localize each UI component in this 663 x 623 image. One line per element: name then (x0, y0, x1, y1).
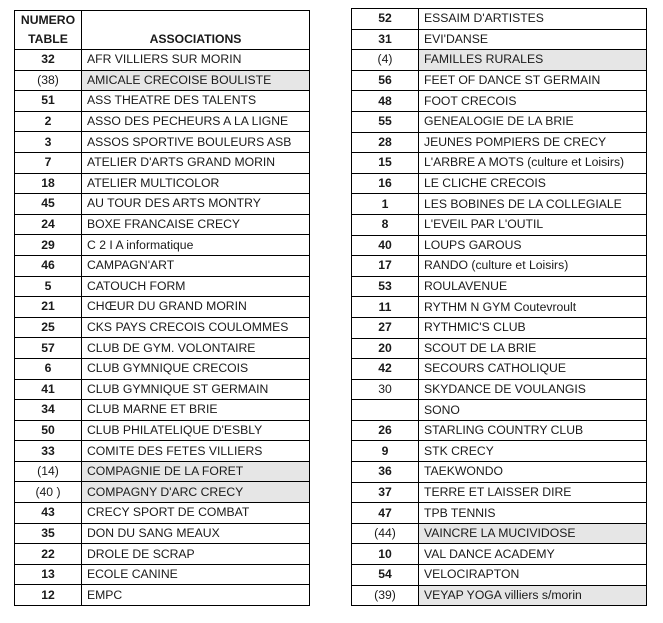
table-number-cell: (40 ) (15, 482, 82, 503)
association-name-cell: CLUB MARNE ET BRIE (82, 400, 310, 421)
association-name-cell: AMICALE CRECOISE BOULISTE (82, 70, 310, 91)
table-row (15, 255, 310, 276)
association-name-cell: SONO (419, 400, 647, 421)
association-name-cell: LOUPS GAROUS (419, 235, 647, 256)
association-name-cell: VEYAP YOGA villiers s/morin (419, 585, 647, 606)
table-row (15, 585, 310, 606)
table-number-cell: 55 (352, 111, 419, 132)
table-header-row (15, 11, 310, 50)
table-number-cell: 16 (352, 173, 419, 194)
table-number-cell: 54 (352, 565, 419, 586)
table-row (15, 91, 310, 112)
association-name-cell: VELOCIRAPTON (419, 565, 647, 586)
table-number-cell: 42 (352, 359, 419, 380)
table-row (352, 132, 647, 153)
table-number-cell: (38) (15, 70, 82, 91)
association-name-cell: C 2 I A informatique (82, 235, 310, 256)
table-number-cell: 29 (15, 235, 82, 256)
association-name-cell: DON DU SANG MEAUX (82, 523, 310, 544)
table-row (352, 153, 647, 174)
association-name-cell: CAMPAGN'ART (82, 255, 310, 276)
table-number-cell: 31 (352, 29, 419, 50)
association-name-cell: ECOLE CANINE (82, 564, 310, 585)
table-row (352, 400, 647, 421)
table-number-cell: 47 (352, 503, 419, 524)
table-row (352, 276, 647, 297)
table-number-cell: (44) (352, 523, 419, 544)
table-row (15, 214, 310, 235)
table-row (15, 317, 310, 338)
association-name-cell: ATELIER D'ARTS GRAND MORIN (82, 152, 310, 173)
table-number-cell: 10 (352, 544, 419, 565)
table-number-cell: 6 (15, 358, 82, 379)
association-name-cell: RYTHMIC'S CLUB (419, 317, 647, 338)
table-number-cell: 53 (352, 276, 419, 297)
table-row (15, 276, 310, 297)
table-number-cell: 5 (15, 276, 82, 297)
association-name-cell: LES BOBINES DE LA COLLEGIALE (419, 194, 647, 215)
association-name-cell: FOOT CRECOIS (419, 91, 647, 112)
table-row (352, 235, 647, 256)
association-name-cell: FAMILLES RURALES (419, 50, 647, 71)
associations-table-left (14, 10, 310, 606)
table-row (15, 461, 310, 482)
table-number-cell: 32 (15, 50, 82, 71)
table-row (352, 70, 647, 91)
table-row (352, 173, 647, 194)
association-name-cell: ASSO DES PECHEURS A LA LIGNE (82, 111, 310, 132)
table-number-cell: 50 (15, 420, 82, 441)
table-row (352, 523, 647, 544)
table-number-cell: 2 (15, 111, 82, 132)
table-row (15, 152, 310, 173)
association-name-cell: STK CRECY (419, 441, 647, 462)
table-number-cell: 34 (15, 400, 82, 421)
table-row (15, 132, 310, 153)
table-number-cell: 12 (15, 585, 82, 606)
table-number-cell: 57 (15, 338, 82, 359)
association-name-cell: TPB TENNIS (419, 503, 647, 524)
table-number-cell: 26 (352, 420, 419, 441)
association-name-cell: L'ARBRE A MOTS (culture et Loisirs) (419, 153, 647, 174)
table-number-cell: (14) (15, 461, 82, 482)
association-name-cell: ROULAVENUE (419, 276, 647, 297)
table-number-cell: 56 (352, 70, 419, 91)
right-table-body (352, 9, 647, 606)
association-name-cell: TERRE ET LAISSER DIRE (419, 482, 647, 503)
association-name-cell: RYTHM N GYM Coutevroult (419, 297, 647, 318)
table-row (15, 297, 310, 318)
association-name-cell: BOXE FRANCAISE CRECY (82, 214, 310, 235)
table-number-cell: 40 (352, 235, 419, 256)
table-row (352, 544, 647, 565)
header-numero-line1: NUMERO (20, 13, 76, 27)
table-row (15, 503, 310, 524)
table-number-cell: 33 (15, 441, 82, 462)
table-row (352, 214, 647, 235)
association-name-cell: COMPAGNIE DE LA FORET (82, 461, 310, 482)
association-name-cell: CHŒUR DU GRAND MORIN (82, 297, 310, 318)
table-number-cell: 27 (352, 317, 419, 338)
table-number-cell: 36 (352, 462, 419, 483)
table-number-cell: 37 (352, 482, 419, 503)
table-row (15, 358, 310, 379)
association-name-cell: FEET OF DANCE ST GERMAIN (419, 70, 647, 91)
table-row (15, 544, 310, 565)
table-row (15, 482, 310, 503)
table-number-cell: 17 (352, 256, 419, 277)
association-name-cell: EVI'DANSE (419, 29, 647, 50)
table-row (352, 482, 647, 503)
association-name-cell: SCOUT DE LA BRIE (419, 338, 647, 359)
table-number-cell: 21 (15, 297, 82, 318)
association-name-cell: SKYDANCE DE VOULANGIS (419, 379, 647, 400)
table-row (352, 585, 647, 606)
association-name-cell: CLUB GYMNIQUE ST GERMAIN (82, 379, 310, 400)
association-name-cell: AFR VILLIERS SUR MORIN (82, 50, 310, 71)
table-number-cell: 46 (15, 255, 82, 276)
table-row (15, 564, 310, 585)
table-number-cell: 41 (15, 379, 82, 400)
table-number-cell: 48 (352, 91, 419, 112)
table-row (352, 91, 647, 112)
table-row (352, 379, 647, 400)
table-row (15, 400, 310, 421)
association-name-cell: VAINCRE LA MUCIVIDOSE (419, 523, 647, 544)
table-row (352, 462, 647, 483)
association-name-cell: TAEKWONDO (419, 462, 647, 483)
table-row (15, 379, 310, 400)
table-row (15, 70, 310, 91)
association-name-cell: JEUNES POMPIERS DE CRECY (419, 132, 647, 153)
table-row (352, 420, 647, 441)
header-numero-line2: TABLE (28, 32, 68, 46)
association-name-cell: COMITE DES FETES VILLIERS (82, 441, 310, 462)
table-row (352, 297, 647, 318)
association-name-cell: CRECY SPORT DE COMBAT (82, 503, 310, 524)
table-row (352, 256, 647, 277)
table-number-cell: 25 (15, 317, 82, 338)
table-row (352, 338, 647, 359)
association-name-cell: CATOUCH FORM (82, 276, 310, 297)
association-name-cell: GENEALOGIE DE LA BRIE (419, 111, 647, 132)
table-number-cell: 52 (352, 9, 419, 30)
header-associations: ASSOCIATIONS (82, 11, 310, 50)
table-number-cell: (39) (352, 585, 419, 606)
table-number-cell: 22 (15, 544, 82, 565)
header-numero-table (15, 11, 82, 50)
association-name-cell: LE CLICHE CRECOIS (419, 173, 647, 194)
table-number-cell: 8 (352, 214, 419, 235)
table-row (352, 111, 647, 132)
associations-table-right (351, 8, 647, 606)
table-row (15, 111, 310, 132)
association-name-cell: CKS PAYS CRECOIS COULOMMES (82, 317, 310, 338)
table-number-cell: 18 (15, 173, 82, 194)
left-table-body (15, 50, 310, 606)
association-name-cell: CLUB DE GYM. VOLONTAIRE (82, 338, 310, 359)
table-number-cell: 35 (15, 523, 82, 544)
table-row (15, 194, 310, 215)
table-row (352, 441, 647, 462)
association-name-cell: ATELIER MULTICOLOR (82, 173, 310, 194)
table-number-cell: 11 (352, 297, 419, 318)
association-name-cell: RANDO (culture et Loisirs) (419, 256, 647, 277)
table-row (15, 50, 310, 71)
table-number-cell: 30 (352, 379, 419, 400)
table-row (352, 503, 647, 524)
association-name-cell: L'EVEIL PAR L'OUTIL (419, 214, 647, 235)
table-row (352, 194, 647, 215)
table-row (15, 338, 310, 359)
association-name-cell: AU TOUR DES ARTS MONTRY (82, 194, 310, 215)
table-number-cell: 24 (15, 214, 82, 235)
table-number-cell: 20 (352, 338, 419, 359)
association-name-cell: EMPC (82, 585, 310, 606)
table-number-cell: 1 (352, 194, 419, 215)
table-row (352, 565, 647, 586)
association-name-cell: ASSOS SPORTIVE BOULEURS ASB (82, 132, 310, 153)
association-name-cell: DROLE DE SCRAP (82, 544, 310, 565)
association-name-cell: ESSAIM D'ARTISTES (419, 9, 647, 30)
table-row (352, 50, 647, 71)
association-name-cell: CLUB GYMNIQUE CRECOIS (82, 358, 310, 379)
table-row (15, 235, 310, 256)
table-row (352, 317, 647, 338)
table-number-cell: 7 (15, 152, 82, 173)
table-number-cell: 13 (15, 564, 82, 585)
table-number-cell: 43 (15, 503, 82, 524)
table-number-cell: 15 (352, 153, 419, 174)
association-name-cell: CLUB PHILATELIQUE D'ESBLY (82, 420, 310, 441)
table-row (15, 441, 310, 462)
table-number-cell: (4) (352, 50, 419, 71)
table-row (15, 523, 310, 544)
table-row (352, 359, 647, 380)
table-row (352, 9, 647, 30)
table-row (352, 29, 647, 50)
table-number-cell: 3 (15, 132, 82, 153)
association-name-cell: VAL DANCE ACADEMY (419, 544, 647, 565)
table-number-cell (352, 400, 419, 421)
table-number-cell: 9 (352, 441, 419, 462)
table-number-cell: 28 (352, 132, 419, 153)
association-name-cell: STARLING COUNTRY CLUB (419, 420, 647, 441)
table-row (15, 173, 310, 194)
table-row (15, 420, 310, 441)
table-number-cell: 51 (15, 91, 82, 112)
table-number-cell: 45 (15, 194, 82, 215)
association-name-cell: COMPAGNY D'ARC CRECY (82, 482, 310, 503)
association-name-cell: SECOURS CATHOLIQUE (419, 359, 647, 380)
association-name-cell: ASS THEATRE DES TALENTS (82, 91, 310, 112)
